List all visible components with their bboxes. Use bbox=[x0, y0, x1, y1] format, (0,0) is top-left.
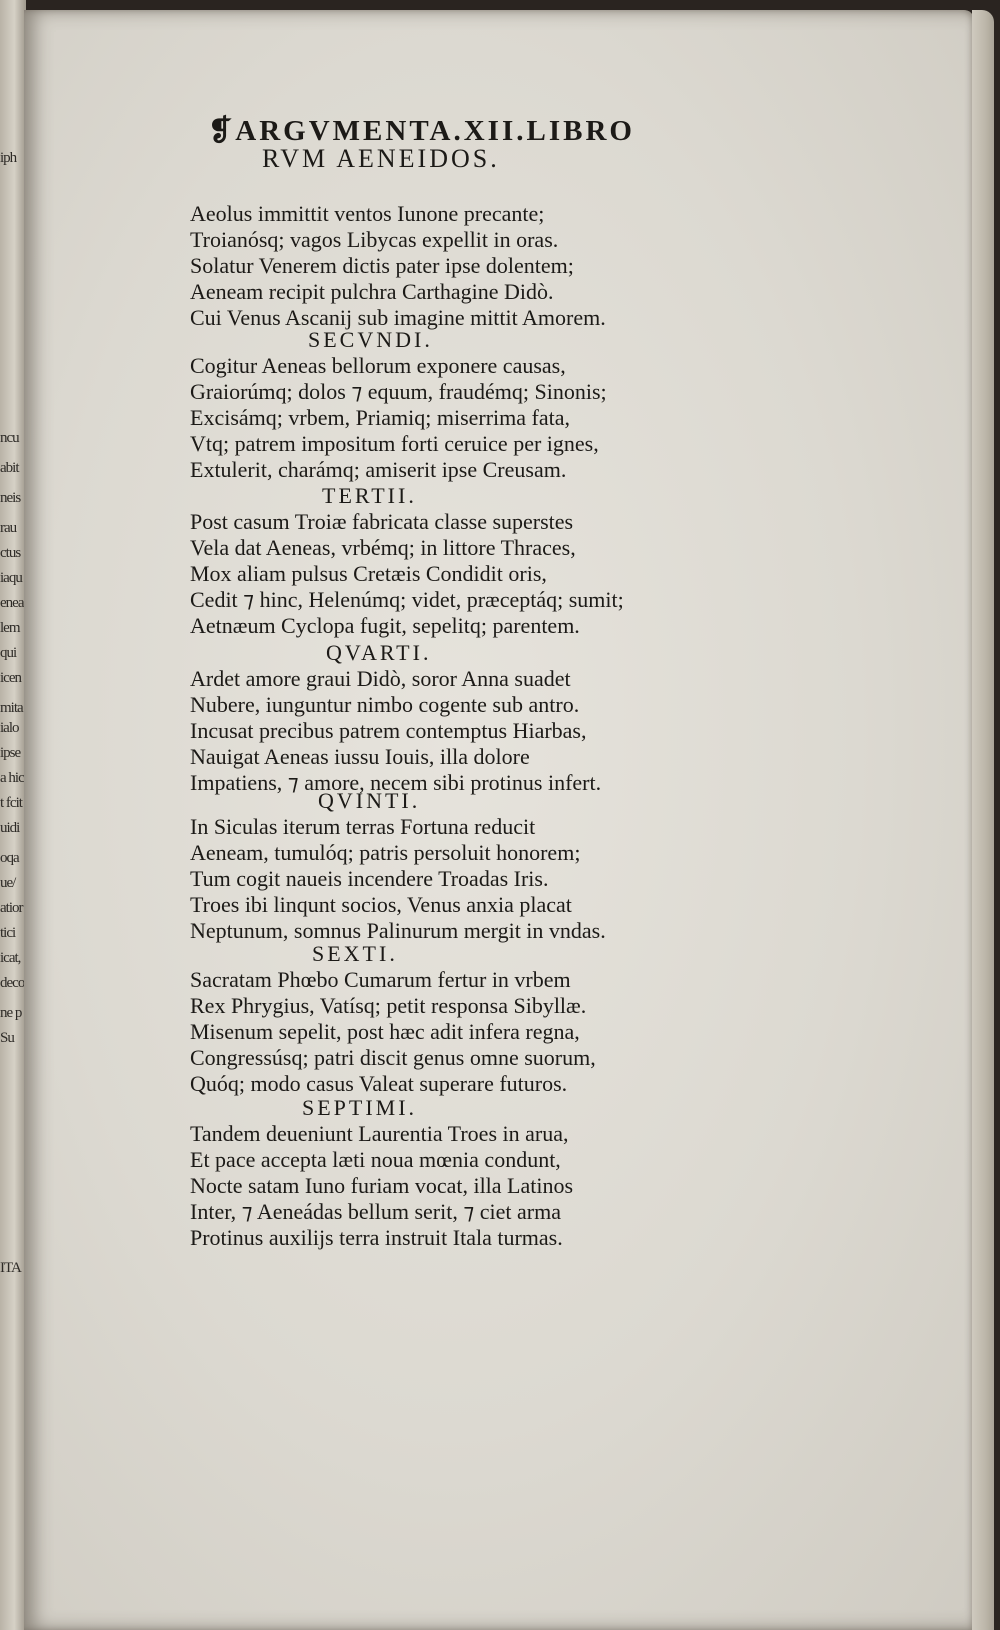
verse-line: Tum cogit naueis incendere Troadas Iris. bbox=[190, 866, 549, 891]
verse-line: Cogitur Aeneas bellorum exponere causas, bbox=[190, 353, 566, 378]
verse-line: Rex Phrygius, Vatísq; petit responsa Sibyllæ. bbox=[190, 993, 587, 1018]
facing-page-fragment: ne p bbox=[0, 1005, 22, 1021]
verse-line: Cui Venus Ascanij sub imagine mittit Amorem. bbox=[190, 305, 606, 330]
facing-page-fragment: iph bbox=[0, 150, 17, 166]
facing-page-fragment: deco bbox=[0, 975, 25, 991]
title-line-1: ❡ARGVMENTA.XII.LIBRO bbox=[208, 115, 635, 147]
facing-page-fragment: atior bbox=[0, 900, 23, 916]
verse-line: Nauigat Aeneas iussu Iouis, illa dolore bbox=[190, 744, 530, 769]
facing-page-fragment: qui bbox=[0, 645, 17, 661]
facing-page-fragment: icat, bbox=[0, 950, 21, 966]
verse-line: Aeolus immittit ventos Iunone precante; bbox=[190, 201, 545, 226]
section-heading: SEXTI. bbox=[312, 941, 398, 966]
verse-line: Aetnæum Cyclopa fugit, sepelitq; parentem. bbox=[190, 613, 580, 638]
facing-page-fragment: neis bbox=[0, 490, 21, 506]
verse-line: Et pace accepta læti noua mœnia condunt, bbox=[190, 1147, 561, 1172]
section-heading: SECVNDI. bbox=[308, 327, 433, 352]
facing-page-fragment: mita bbox=[0, 700, 23, 716]
facing-page-fragment: ncu bbox=[0, 430, 19, 446]
facing-page-fragment: Su bbox=[0, 1030, 14, 1046]
verse-line: Troianósq; vagos Libycas expellit in oras. bbox=[190, 227, 559, 252]
facing-page-fragment: rau bbox=[0, 520, 17, 536]
verse-line: Cedit ⁊ hinc, Helenúmq; videt, præceptáq; sumit; bbox=[190, 587, 624, 612]
facing-page-fragment: uidi bbox=[0, 820, 20, 836]
facing-page-fragment: ialo bbox=[0, 720, 19, 736]
page-fore-edge bbox=[972, 10, 994, 1630]
facing-page-fragment: ITA bbox=[0, 1260, 21, 1276]
verse-line: Vtq; patrem impositum forti ceruice per ignes, bbox=[190, 431, 599, 456]
verse-line: Mox aliam pulsus Cretæis Condidit oris, bbox=[190, 561, 547, 586]
verse-line: Troes ibi linqunt socios, Venus anxia placat bbox=[190, 892, 572, 917]
facing-page-fragment: ipse bbox=[0, 745, 21, 761]
verse-line: In Siculas iterum terras Fortuna reducit bbox=[190, 814, 536, 839]
facing-page-fragment: t fcit bbox=[0, 795, 22, 811]
verse-line: Aeneam recipit pulchra Carthagine Didò. bbox=[190, 279, 554, 304]
verse-line: Sacratam Phœbo Cumarum fertur in vrbem bbox=[190, 967, 571, 992]
verse-line: Tandem deueniunt Laurentia Troes in arua, bbox=[190, 1121, 569, 1146]
facing-page-fragment: a hic bbox=[0, 770, 24, 786]
verse-line: Impatiens, ⁊ amore, necem sibi protinus infert. bbox=[190, 770, 602, 795]
verse-line: Aeneam, tumulóq; patris persoluit honorem; bbox=[190, 840, 581, 865]
verse-line: Incusat precibus patrem contemptus Hiarbas, bbox=[190, 718, 587, 743]
section-heading: QVARTI. bbox=[326, 640, 432, 665]
facing-page-fragment: enea bbox=[0, 595, 24, 611]
facing-page-fragment: abit bbox=[0, 460, 19, 476]
facing-page-edge bbox=[0, 0, 26, 1630]
verse-line: Post casum Troiæ fabricata classe superstes bbox=[190, 509, 574, 534]
facing-page-fragment: lem bbox=[0, 620, 20, 636]
verse-line: Solatur Venerem dictis pater ipse dolentem; bbox=[190, 253, 574, 278]
verse-line: Nocte satam Iuno furiam vocat, illa Latinos bbox=[190, 1173, 574, 1198]
facing-page-fragment: ue/ bbox=[0, 875, 16, 891]
verse-line: Nubere, iunguntur nimbo cogente sub antro. bbox=[190, 692, 580, 717]
facing-page-fragment: oqa bbox=[0, 850, 19, 866]
facing-page-fragment: tici bbox=[0, 925, 16, 941]
verse-line: Inter, ⁊ Aeneádas bellum serit, ⁊ ciet arma bbox=[190, 1199, 562, 1224]
verse-line: Protinus auxilijs terra instruit Itala turmas. bbox=[190, 1225, 563, 1250]
verse-line: Neptunum, somnus Palinurum mergit in vndas. bbox=[190, 918, 606, 943]
section-heading: SEPTIMI. bbox=[302, 1095, 418, 1120]
verse-line: Misenum sepelit, post hæc adit infera regna, bbox=[190, 1019, 580, 1044]
facing-page-fragment: ctus bbox=[0, 545, 21, 561]
facing-page-fragment: iaqu bbox=[0, 570, 22, 586]
section-heading: TERTII. bbox=[322, 483, 417, 508]
verse-line: Quóq; modo casus Valeat superare futuros. bbox=[190, 1071, 568, 1096]
facing-page-fragment: icen bbox=[0, 670, 21, 686]
title-line-2: RVM AENEIDOS. bbox=[262, 144, 500, 173]
verse-line: Excisámq; vrbem, Priamiq; miserrima fata, bbox=[190, 405, 571, 430]
verse-line: Vela dat Aeneas, vrbémq; in littore Thraces, bbox=[190, 535, 576, 560]
verse-line: Ardet amore graui Didò, soror Anna suadet bbox=[190, 666, 571, 691]
verse-line: Congressúsq; patri discit genus omne suorum, bbox=[190, 1045, 596, 1070]
verse-line: Extulerit, charámq; amiserit ipse Creusam. bbox=[190, 457, 567, 482]
verse-line: Graiorúmq; dolos ⁊ equum, fraudémq; Sinonis; bbox=[190, 379, 607, 404]
section-heading: QVINTI. bbox=[318, 788, 421, 813]
